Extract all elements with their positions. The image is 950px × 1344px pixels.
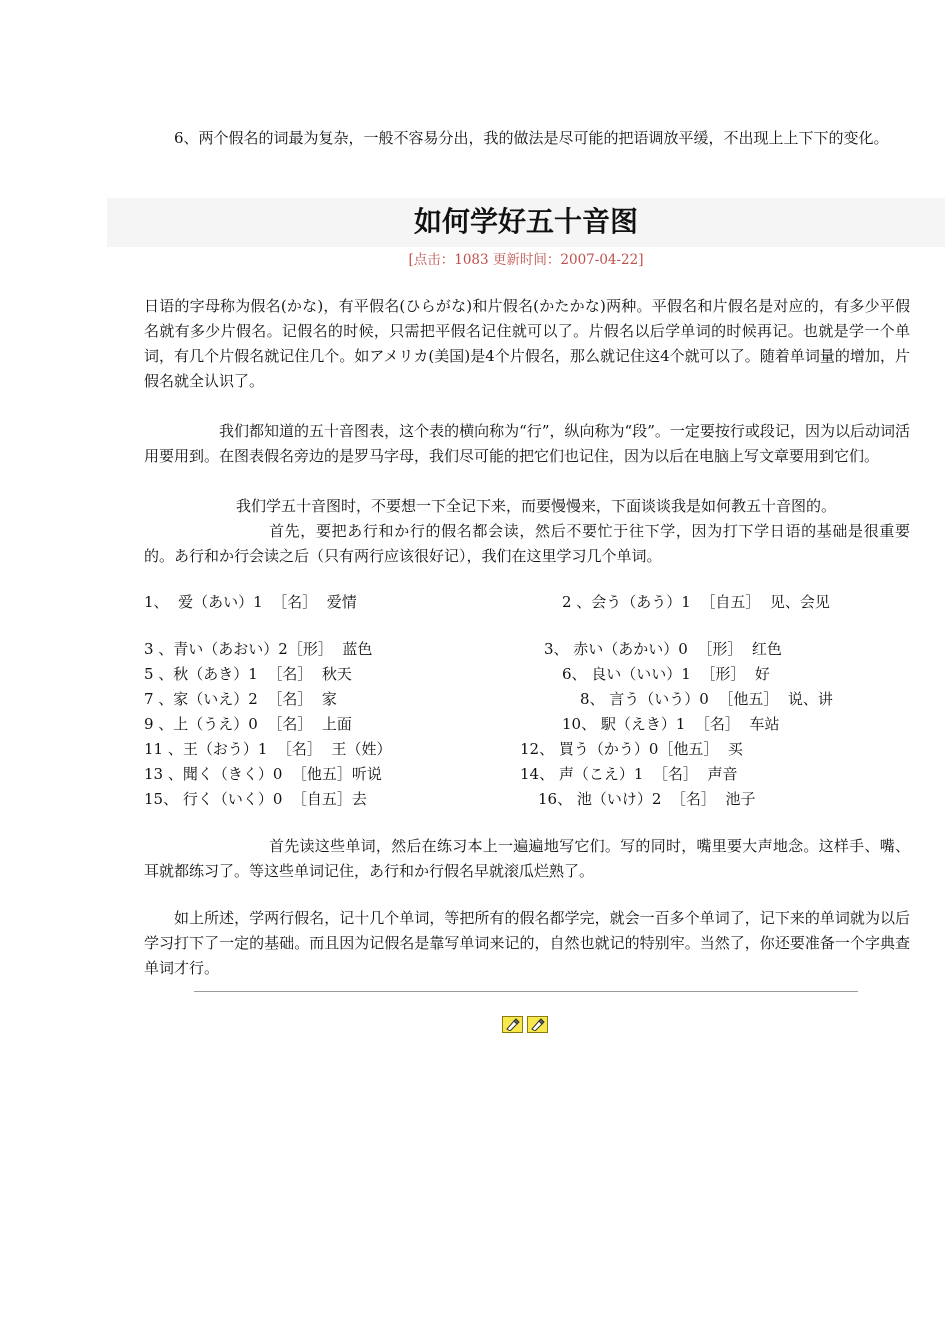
intro-paragraph: 6、两个假名的词最为复杂，一般不容易分出，我的做法是尽可能的把语调放平缓，不出现上上下下的变化。 — [174, 129, 889, 147]
gojuon-table-paragraph: 我们都知道的五十音图表，这个表的横向称为“行”，纵向称为“段”。一定要按行或段记，因为以后动词活用要用到。在图表假名旁边的是罗马字母，我们尽可能的把它们也记住，因为以后在电脑上写文章要用到它们。 — [144, 422, 910, 465]
vocab-item: 15、 行く（いく）0 ［自五］去 — [144, 790, 367, 808]
vocab-item: 2 、会う（あう）1 ［自五］ 见、会见 — [562, 593, 830, 611]
nav-next-button[interactable] — [527, 1016, 548, 1033]
vocab-item: 16、 池（いけ）2 ［名］ 池子 — [538, 790, 756, 808]
vocab-item: 8、 言う（いう）0 ［他五］ 说、讲 — [580, 690, 833, 708]
kana-intro-paragraph: 日语的字母称为假名(かな)，有平假名(ひらがな)和片假名(かたかな)两种。平假名和片假名是对应的，有多少平假名就有多少片假名。记假名的时候，只需把平假名记住就可以了。片假名以后学单词的时候再记。也就是学一个单词，有几个片假名就记住几个。如アメリカ(美国)是4个片假名，那么就记住这4个就可以了。随着单词量的增加，片假名就全认识了。 — [144, 297, 910, 390]
vocab-item: 3 、青い（あおい）2［形］ 蓝色 — [144, 640, 373, 658]
vocab-item: 7 、家（いえ）2 ［名］ 家 — [144, 690, 337, 708]
article-meta: [点击：1083 更新时间：2007-04-22] — [408, 252, 644, 268]
vocab-item: 12、 買う（かう）0［他五］ 买 — [520, 740, 743, 758]
nav-prev-button[interactable] — [502, 1016, 523, 1033]
vocab-item: 11 、王（おう）1 ［名］ 王（姓） — [144, 740, 392, 758]
pencil-icon — [530, 1018, 545, 1031]
practice-paragraph: 首先读这些单词，然后在练习本上一遍遍地写它们。写的同时，嘴里要大声地念。这样手、嘴、耳就都练习了。等这些单词记住，あ行和か行假名早就滚瓜烂熟了。 — [144, 837, 910, 880]
vocab-item: 5 、秋（あき）1 ［名］ 秋天 — [144, 665, 352, 683]
pencil-icon — [505, 1018, 520, 1031]
vocab-item: 14、 声（こえ）1 ［名］ 声音 — [520, 765, 738, 783]
learning-approach-paragraph: 我们学五十音图时，不要想一下全记下来，而要慢慢来，下面谈谈我是如何教五十音图的。 — [236, 497, 837, 515]
vocab-item: 6、 良い（いい）1 ［形］ 好 — [562, 665, 770, 683]
vocab-item: 1、 爱（あい）1 ［名］ 爱情 — [144, 593, 357, 611]
vocab-item: 10、 駅（えき）1 ［名］ 车站 — [562, 715, 780, 733]
page-nav-buttons — [502, 1016, 550, 1034]
article-title: 如何学好五十音图 — [413, 205, 638, 238]
summary-paragraph: 如上所述，学两行假名，记十几个单词，等把所有的假名都学完，就会一百多个单词了，记下来的单词就为以后学习打下了一定的基础。而且因为记假名是靠写单词来记的，自然也就记的特别牢。当然了，你还要准备一个字典查单词才行。 — [144, 909, 910, 977]
section-divider — [194, 991, 858, 992]
vocab-item: 9 、上（うえ）0 ［名］ 上面 — [144, 715, 352, 733]
first-step-paragraph: 首先，要把あ行和か行的假名都会读，然后不要忙于往下学，因为打下学日语的基础是很重要的。あ行和か行会读之后（只有两行应该很好记），我们在这里学习几个单词。 — [144, 522, 910, 565]
vocab-item: 13 、聞く（きく）0 ［他五］听说 — [144, 765, 382, 783]
vocab-item: 3、 赤い（あかい）0 ［形］ 红色 — [544, 640, 782, 658]
